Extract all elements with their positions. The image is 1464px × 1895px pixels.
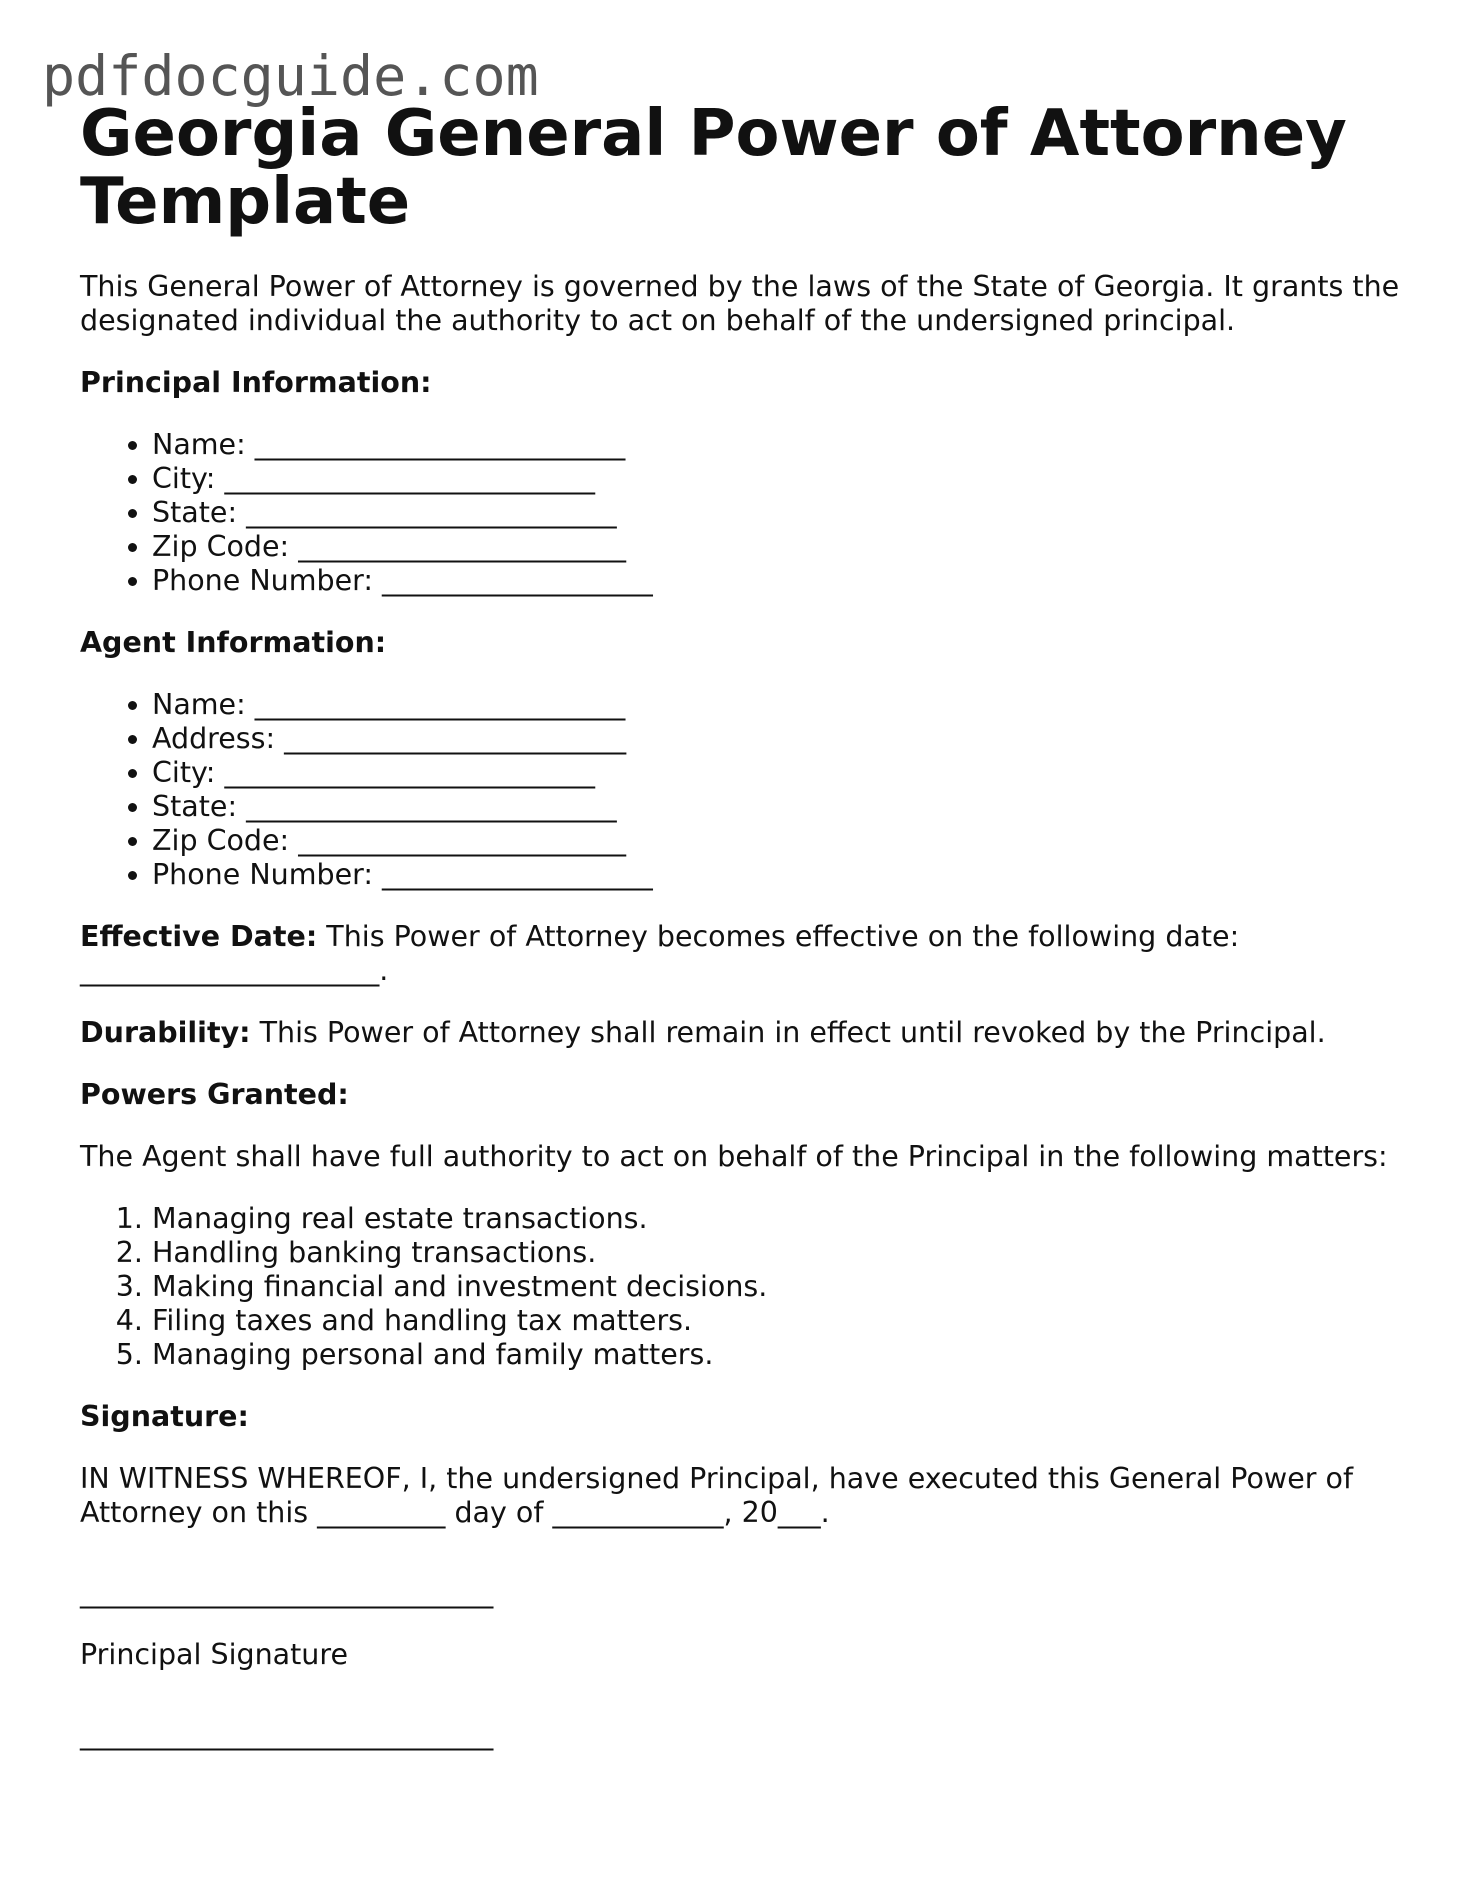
principal-fields-list: [80, 428, 1410, 598]
witness-paragraph: IN WITNESS WHEREOF, I, the undersigned Principal, have executed this General Power of Attorney on this _________ day of ____________, 20___.: [80, 1462, 1353, 1529]
principal-signature-line: _____________________________: [80, 1576, 494, 1609]
agent-phone-field: • Phone Number: ___________________: [152, 858, 1410, 892]
powers-list: [80, 1202, 1410, 1372]
principal-city-field: • City: __________________________: [152, 462, 1410, 496]
effective-date-text: This Power of Attorney becomes effective on the following date: _____________________.: [80, 920, 1240, 987]
agent-city-field: • City: __________________________: [152, 756, 1410, 790]
agent-fields-list: [80, 688, 1410, 892]
effective-date-paragraph: [80, 920, 1410, 988]
agent-zip-field: • Zip Code: _______________________: [152, 824, 1410, 858]
power-item: 3. Making financial and investment decisions.: [152, 1270, 1410, 1304]
principal-phone-field: • Phone Number: ___________________: [152, 564, 1410, 598]
durability-text: This Power of Attorney shall remain in effect until revoked by the Principal.: [250, 1016, 1326, 1049]
principal-zip-field: • Zip Code: _______________________: [152, 530, 1410, 564]
signature-heading: Signature:: [80, 1400, 249, 1433]
agent-heading: Agent Information:: [80, 626, 387, 659]
durability-label: Durability:: [80, 1016, 251, 1049]
document-title: Georgia General Power of Attorney Template: [80, 97, 1347, 239]
power-item: 1. Managing real estate transactions.: [152, 1202, 1410, 1236]
effective-date-label: Effective Date:: [80, 920, 318, 953]
powers-intro: The Agent shall have full authority to act on behalf of the Principal in the following matters:: [80, 1140, 1388, 1173]
agent-name-field: • Name: __________________________: [152, 688, 1410, 722]
powers-heading: Powers Granted:: [80, 1078, 349, 1111]
principal-signature-label: Principal Signature: [80, 1638, 348, 1671]
power-item: 4. Filing taxes and handling tax matters.: [152, 1304, 1410, 1338]
agent-state-field: • State: __________________________: [152, 790, 1410, 824]
watermark: pdfdocguide.com: [42, 44, 539, 108]
document-body: [80, 97, 1410, 1752]
principal-heading: Principal Information:: [80, 366, 432, 399]
durability-paragraph: [80, 1016, 1410, 1050]
second-signature-line: _____________________________: [80, 1718, 494, 1751]
intro-paragraph: This General Power of Attorney is governed by the laws of the State of Georgia. It grants the designated individual the authority to act on behalf of the undersigned principal.: [80, 270, 1400, 337]
principal-state-field: • State: __________________________: [152, 496, 1410, 530]
power-item: 2. Handling banking transactions.: [152, 1236, 1410, 1270]
power-item: 5. Managing personal and family matters.: [152, 1338, 1410, 1372]
principal-name-field: • Name: __________________________: [152, 428, 1410, 462]
agent-address-field: • Address: ________________________: [152, 722, 1410, 756]
